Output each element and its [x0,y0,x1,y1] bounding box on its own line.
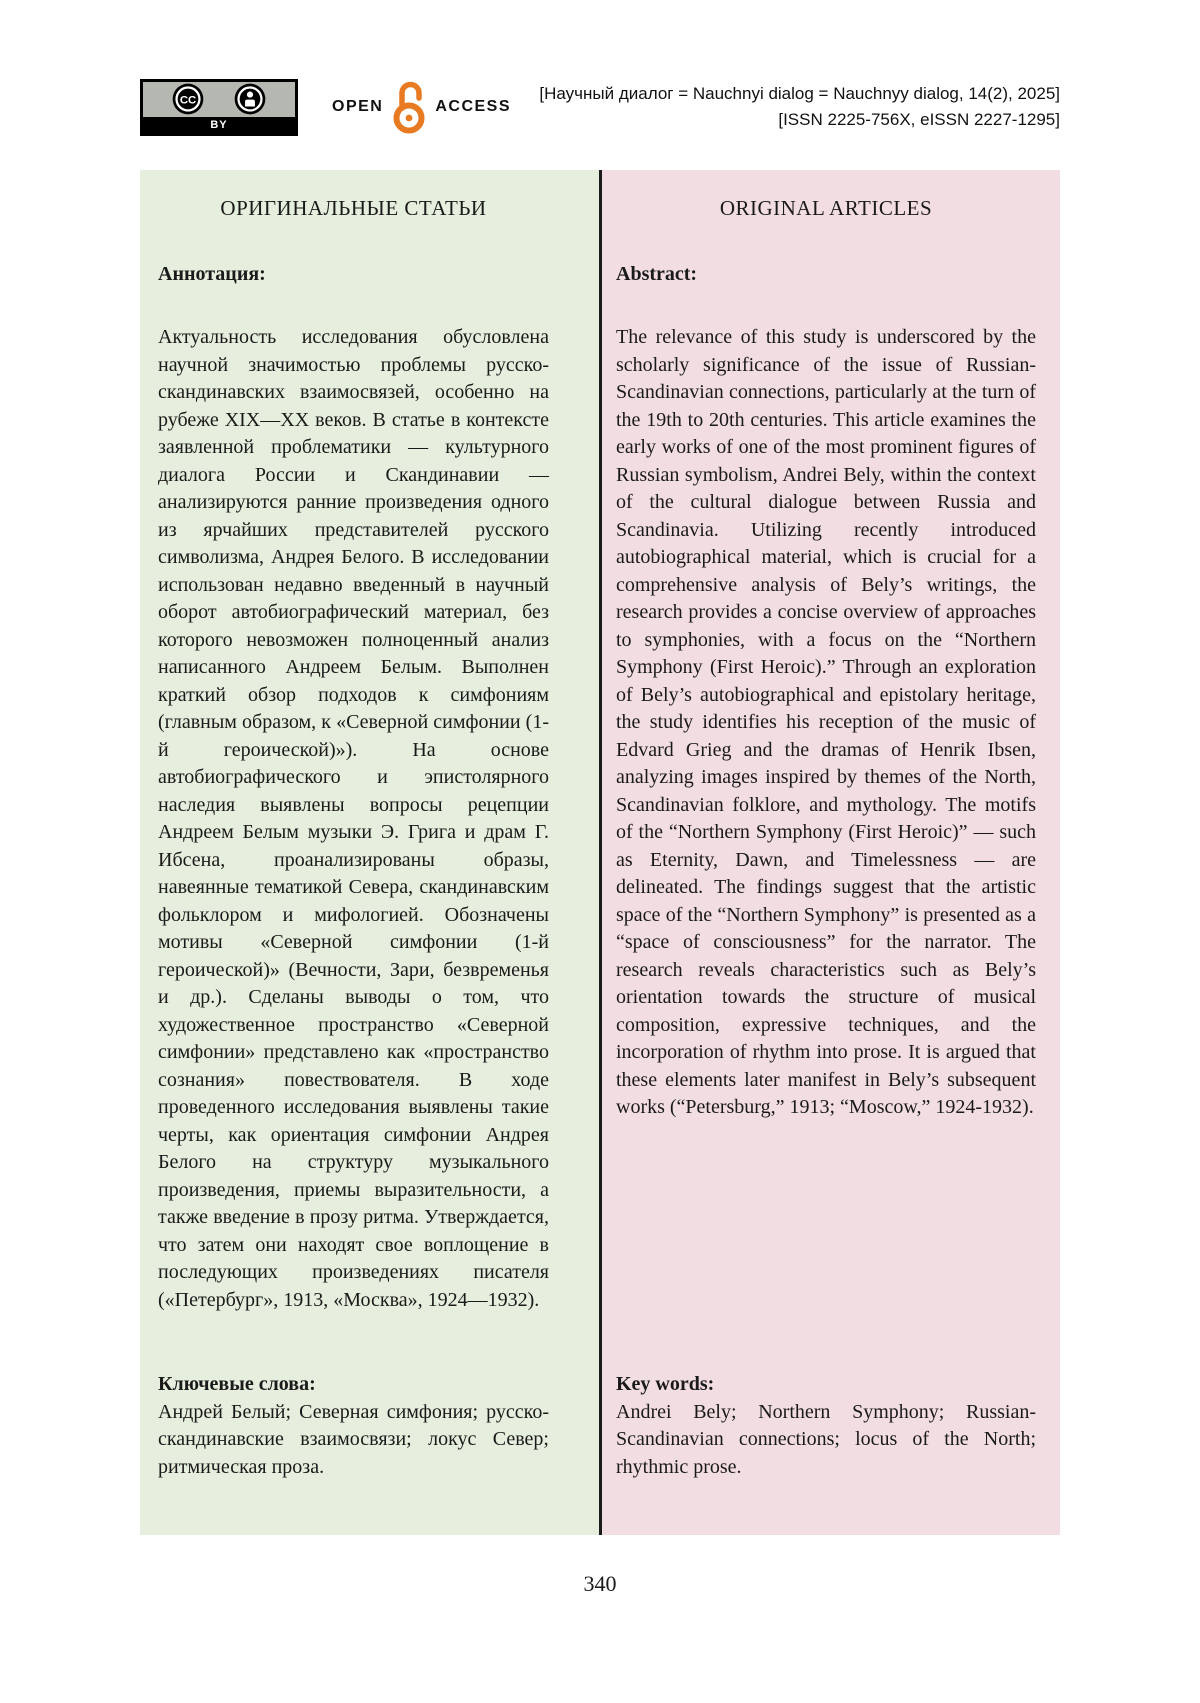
english-abstract-text: The relevance of this study is underscored by the scholarly significance of the issue of Russian-Scandinavian connections, particularly at the turn of the 19th to 20th centuries. This article examines the early works of one of the most prominent figures of Russian symbolism, Andrei Bely, within the context of the cultural dialogue between Russia and Scandinavia. Utilizing recently introduced autobiographical material, which is crucial for a comprehensive analysis of Bely’s writings, the research provides a concise overview of approaches to symphonies, with a focus on the “Northern Symphony (First Heroic).” Through an exploration of Bely’s autobiographical and epistolary heritage, the study identifies his reception of the music of Edvard Grieg and the dramas of Henrik Ibsen, analyzing images inspired by themes of the North, Scandinavian folklore, and mythology. The motifs of the “Northern Symphony (First Heroic)” — such as Eternity, Dawn, and Timelessness — are delineated. The findings suggest that the artistic space of the “Northern Symphony” is presented as a “space of consciousness” for the narrator. The research reveals characteristics such as Bely’s orientation towards the structure of musical composition, expressive techniques, and the incorporation of rhythm into prose. It is argued that these elements later manifest in Bely’s subsequent works (“Petersburg,” 1913; “Moscow,” 1924-1932). [616,326,1036,1118]
russian-keywords-label: Ключевые слова: [158,1373,316,1395]
open-access-logo [332,78,511,136]
cc-by-label: BY [143,117,295,133]
english-abstract-label: Abstract: [616,263,698,285]
russian-abstract-column [140,170,602,1535]
abstract-columns [140,170,1060,1535]
cc-by-license-badge [140,79,298,136]
english-keywords-block [616,1371,1036,1481]
journal-citation-line1: [Научный диалог = Nauchnyi dialog = Nauchnyy dialog, 14(2), 2025] [539,84,1060,103]
svg-text:CC: CC [179,94,197,107]
open-access-open-label: OPEN [332,98,384,115]
russian-section-title: ОРИГИНАЛЬНЫЕ СТАТЬИ [220,196,487,220]
journal-citation [539,81,1060,133]
open-lock-icon [389,78,429,136]
page-header [140,0,1060,137]
russian-keywords-text: Андрей Белый; Северная симфония; русско-скандинавские взаимосвязи; локус Север; ритмическая проза. [158,1400,549,1478]
russian-keywords-block [158,1371,549,1481]
english-keywords-text: Andrei Bely; Northern Symphony; Russian-Scandinavian connections; locus of the North; rhythmic prose. [616,1400,1036,1478]
cc-icon [172,83,204,115]
english-section-title: ORIGINAL ARTICLES [719,196,933,220]
cc-icons [143,82,295,117]
russian-abstract-label: Аннотация: [158,263,266,285]
journal-citation-line2: [ISSN 2225-756X, eISSN 2227-1295] [778,110,1060,129]
english-keywords-label: Key words: [616,1373,715,1395]
attribution-person-icon [234,83,266,115]
russian-abstract-text: Актуальность исследования обусловлена научной значимостью проблемы русско-скандинавских взаимосвязей, особенно на рубеже XIX—XX веков. В статье в контексте заявленной проблематики — культурного диалога России и Скандинавии — анализируются ранние произведения одного из ярчайших представителей русского символизма, Андрея Белого. В исследовании использован недавно введенный в научный оборот автобиографический материал, без которого невозможен полноценный анализ написанного Андреем Белым. Выполнен краткий обзор подходов к симфониям (главным образом, к «Северной симфонии (1-й героической)»). На основе автобиографического и эпистолярного наследия выявлены вопросы рецепции Андреем Белым музыки Э. Грига и драм Г. Ибсена, проанализированы образы, навеянные тематикой Севера, скандинавским фольклором и мифологией. Обозначены мотивы «Северной симфонии (1-й героической)» (Вечности, Зари, безвременья и др.). Сделаны выводы о том, что художественное пространство «Северной симфонии» представлено как «пространство сознания» повествователя. В ходе проведенного исследования выявлены такие черты, как ориентация симфонии Андрея Белого на структуру музыкального произведения, приемы выразительности, а также введение в прозу ритма. Утверждается, что затем они находят свое воплощение в последующих произведениях писателя («Петербург», 1913, «Москва», 1924—1932). [158,326,549,1311]
open-access-access-label: ACCESS [435,98,512,115]
english-abstract-column [602,170,1060,1535]
page-number: 340 [583,1571,617,1596]
